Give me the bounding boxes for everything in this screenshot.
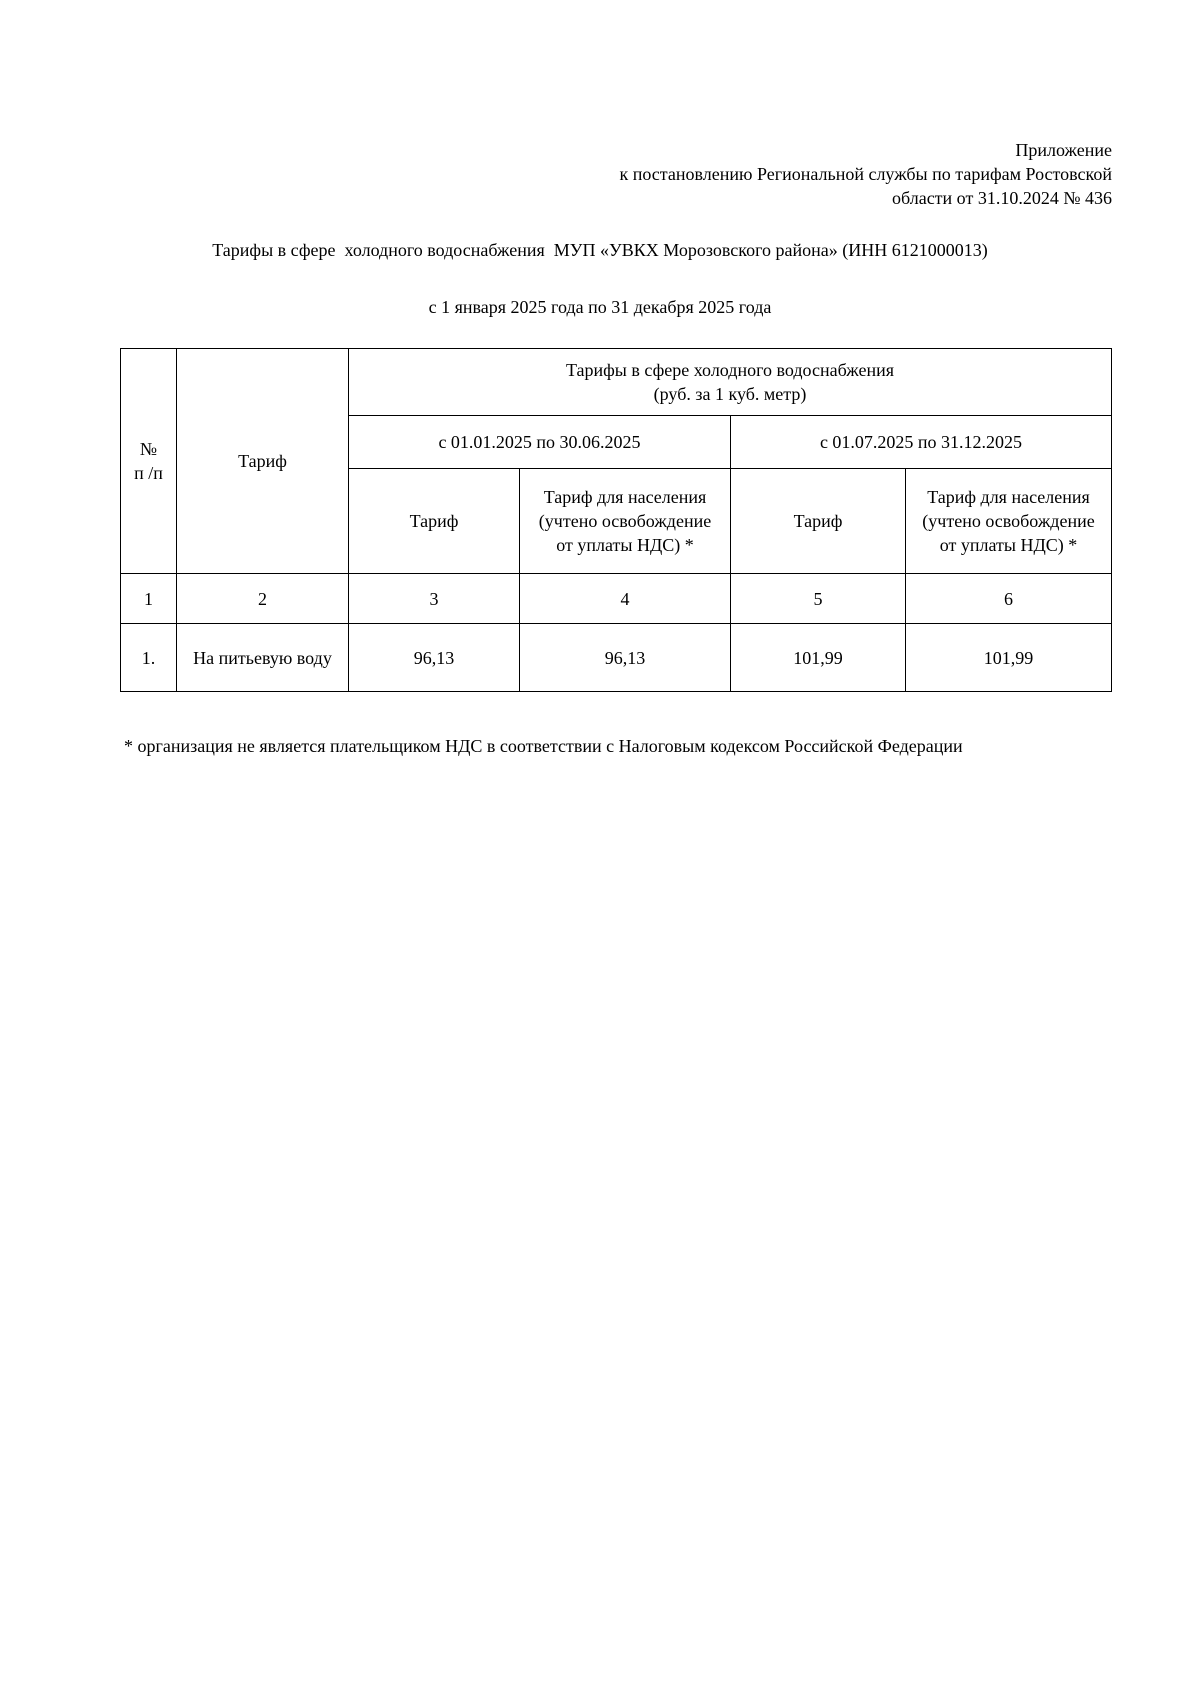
column-number-5: 5 [731,574,906,624]
row-number: 1. [121,624,177,692]
row-p2-population: 101,99 [906,624,1112,692]
header-p2-population-line-1: Тариф для населения [927,487,1090,507]
document-title: Тарифы в сфере холодного водоснабжения МУП «УВКХ Морозовского района» (ИНН 6121000013) [212,240,988,260]
header-p1-tariff: Тариф [349,469,520,574]
tariff-table [120,348,1112,692]
header-p1-population-line-2: (учтено освобождение [538,511,712,531]
header-period-2: с 01.07.2025 по 31.12.2025 [731,416,1112,469]
header-p2-population [906,469,1112,574]
row-p1-population: 96,13 [520,624,731,692]
footnote: * организация не является плательщиком НДС в соответствии с Налоговым кодексом Российской Федерации [124,736,963,756]
header-p1-population-line-1: Тариф для населения [543,487,707,507]
header-group-line-1: Тарифы в сфере холодного водоснабжения [565,360,895,380]
column-number-3: 3 [349,574,520,624]
row-p2-tariff: 101,99 [731,624,906,692]
header-group [349,349,1112,416]
header-p1-population [520,469,731,574]
header-p2-population-line-3: от уплаты НДС) * [939,535,1078,555]
column-number-6: 6 [906,574,1112,624]
document-period: с 1 января 2025 года по 31 декабря 2025 года [428,297,772,317]
column-number-1: 1 [121,574,177,624]
row-name: На питьевую воду [177,624,349,692]
header-tariff-name: Тариф [177,349,349,574]
column-number-row [121,574,1112,624]
header-p2-tariff: Тариф [731,469,906,574]
header-p2-population-line-2: (учтено освобождение [922,511,1095,531]
column-number-4: 4 [520,574,731,624]
header-period-1: с 01.01.2025 по 30.06.2025 [349,416,731,469]
column-number-2: 2 [177,574,349,624]
table-row [121,624,1112,692]
appendix-line-1: Приложение [1015,140,1112,160]
header-number-line-2: п /п [134,463,163,483]
appendix-line-3: области от 31.10.2024 № 436 [892,188,1112,208]
appendix-line-2: к постановлению Региональной службы по тарифам Ростовской [619,164,1112,184]
appendix-header [619,138,1112,210]
row-p1-tariff: 96,13 [349,624,520,692]
header-group-line-2: (руб. за 1 куб. метр) [653,384,807,404]
header-p1-population-line-3: от уплаты НДС) * [556,535,694,555]
header-number-line-1: № [139,439,158,459]
header-number-cell [121,349,177,574]
